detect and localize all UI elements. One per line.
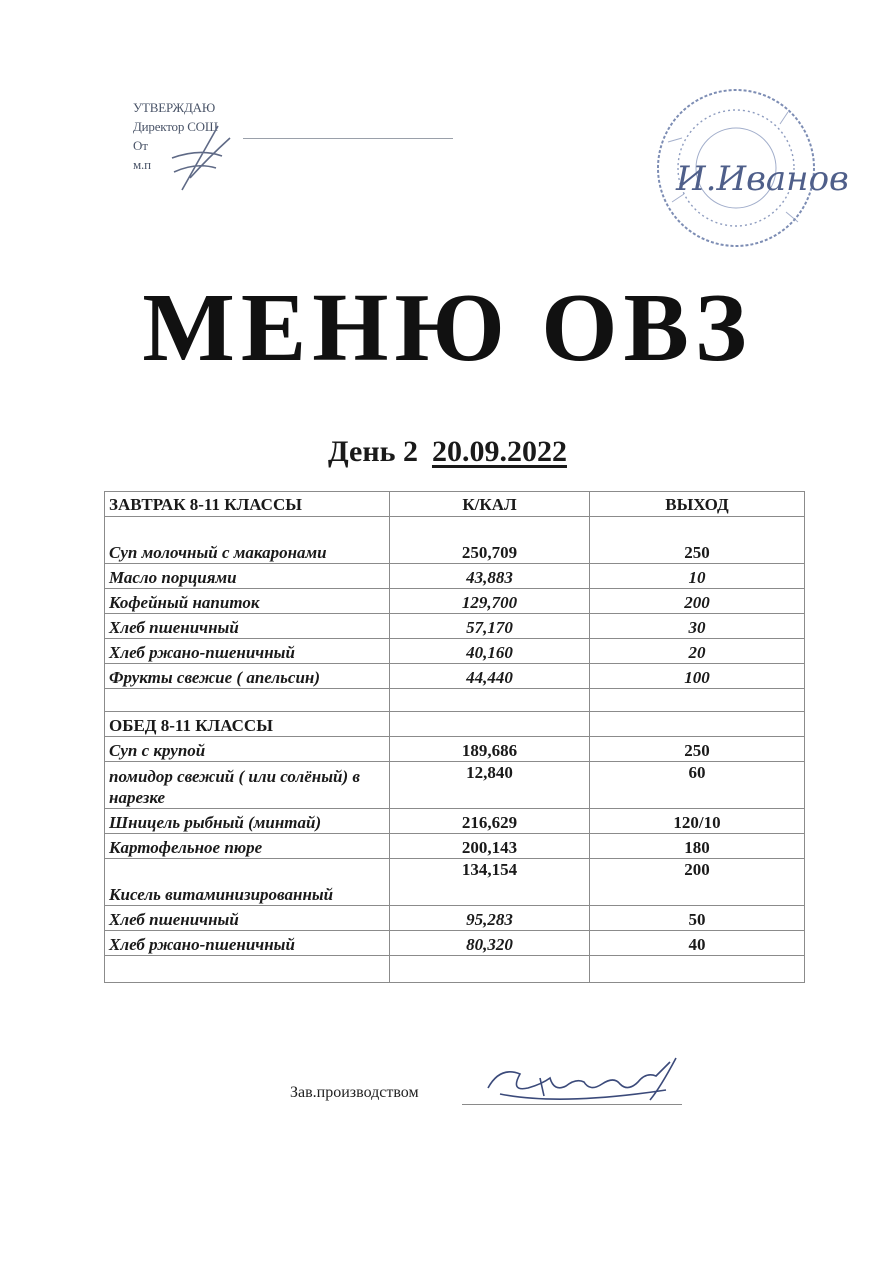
approval-from: От <box>133 138 148 153</box>
dish-kcal: 40,160 <box>390 639 590 664</box>
dish-output: 10 <box>590 564 805 589</box>
page-title: МЕНЮ ОВЗ <box>142 274 753 382</box>
dish-kcal: 216,629 <box>390 809 590 834</box>
dish-output: 20 <box>590 639 805 664</box>
production-manager-label: Зав.производством <box>290 1084 419 1101</box>
table-row <box>105 564 805 589</box>
official-stamp <box>648 82 849 254</box>
table-row-empty <box>105 956 805 983</box>
dish-kcal: 57,170 <box>390 614 590 639</box>
dish-kcal: 95,283 <box>390 906 590 931</box>
table-header-row <box>105 492 805 517</box>
table-row <box>105 737 805 762</box>
dish-kcal: 200,143 <box>390 834 590 859</box>
day-heading <box>0 432 895 472</box>
dish-output: 120/10 <box>590 809 805 834</box>
table-row <box>105 809 805 834</box>
table-row <box>105 589 805 614</box>
table-row-empty <box>105 689 805 712</box>
dish-output: 30 <box>590 614 805 639</box>
dish-output: 40 <box>590 931 805 956</box>
dish-output: 250 <box>590 517 805 564</box>
dish-name: Суп молочный с макаронами <box>105 517 390 564</box>
dish-output: 60 <box>590 762 805 809</box>
dish-name: Фрукты свежие ( апельсин) <box>105 664 390 689</box>
table-row <box>105 859 805 906</box>
dish-kcal: 43,883 <box>390 564 590 589</box>
dish-kcal: 44,440 <box>390 664 590 689</box>
approval-position: Директор СОШ <box>133 119 218 134</box>
director-signature <box>160 118 250 198</box>
approval-title: УТВЕРЖДАЮ <box>133 100 215 115</box>
dish-kcal: 12,840 <box>390 762 590 809</box>
dish-name: Хлеб пшеничный <box>105 906 390 931</box>
lunch-section-title: ОБЕД 8-11 КЛАССЫ <box>105 712 390 737</box>
dish-output: 200 <box>590 859 805 906</box>
dish-kcal: 80,320 <box>390 931 590 956</box>
dish-kcal: 250,709 <box>390 517 590 564</box>
dish-name: Кофейный напиток <box>105 589 390 614</box>
dish-output: 180 <box>590 834 805 859</box>
dish-name: Масло порциями <box>105 564 390 589</box>
header-output: ВЫХОД <box>590 492 805 517</box>
day-date: 20.09.2022 <box>431 435 567 468</box>
header-kcal: К/КАЛ <box>390 492 590 517</box>
menu-table <box>104 491 805 983</box>
stamp-signature: И.Иванов <box>676 159 849 199</box>
dish-name: Шницель рыбный (минтай) <box>105 809 390 834</box>
table-row <box>105 664 805 689</box>
dish-name: помидор свежий ( или солёный) в нарезке <box>105 762 390 809</box>
table-row <box>105 762 805 809</box>
table-row <box>105 614 805 639</box>
dish-name: Кисель витаминизированный <box>105 859 390 906</box>
dish-name: Картофельное пюре <box>105 834 390 859</box>
table-row <box>105 931 805 956</box>
dish-output: 250 <box>590 737 805 762</box>
table-row <box>105 906 805 931</box>
dish-output: 50 <box>590 906 805 931</box>
dish-name: Хлеб пшеничный <box>105 614 390 639</box>
approval-signature-line <box>243 138 453 139</box>
manager-signature <box>480 1048 690 1118</box>
dish-kcal: 134,154 <box>390 859 590 906</box>
dish-name: Хлеб ржано-пшеничный <box>105 931 390 956</box>
dish-output: 100 <box>590 664 805 689</box>
dish-kcal: 129,700 <box>390 589 590 614</box>
table-row <box>105 517 805 564</box>
dish-name: Суп с крупой <box>105 737 390 762</box>
table-section-row <box>105 712 805 737</box>
table-row <box>105 639 805 664</box>
dish-kcal: 189,686 <box>390 737 590 762</box>
approval-seal-place: м.п <box>133 157 151 172</box>
table-row <box>105 834 805 859</box>
dish-name: Хлеб ржано-пшеничный <box>105 639 390 664</box>
header-meal: ЗАВТРАК 8-11 КЛАССЫ <box>105 492 390 517</box>
dish-output: 200 <box>590 589 805 614</box>
day-label: День 2 <box>328 435 418 468</box>
